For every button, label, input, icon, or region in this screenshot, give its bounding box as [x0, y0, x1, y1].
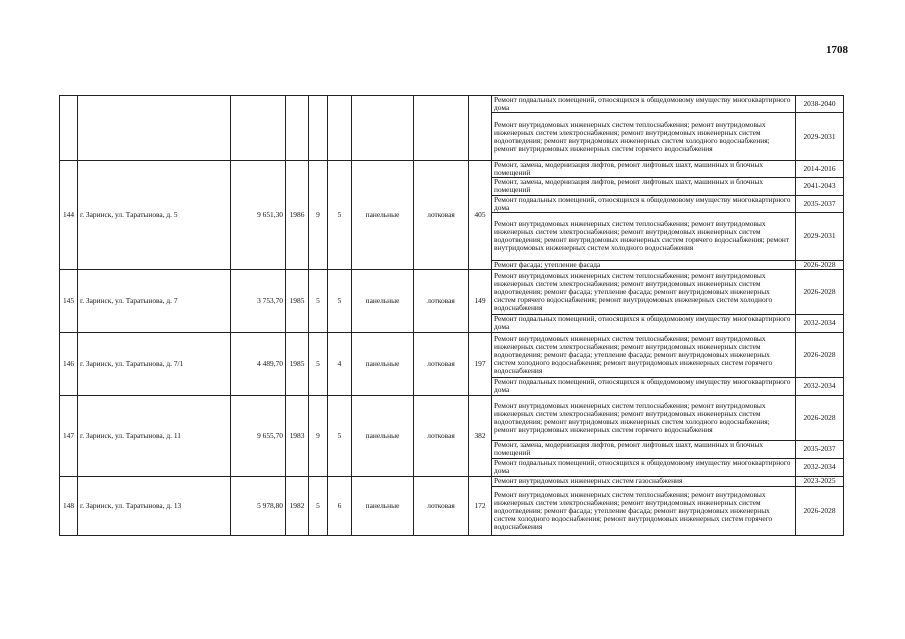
- house-number-cell: 147: [60, 395, 78, 476]
- work-description-cell: Ремонт подвальных помещений, относящихся к общедомовому имуществу многоквартирного дома: [492, 96, 796, 113]
- area-cell: 3 753,70: [231, 269, 286, 332]
- floors-cell: 5: [309, 332, 328, 395]
- work-description-cell: Ремонт внутридомовых инженерных систем теплоснабжения; ремонт внутридомовых инженерных систем электроснабжения; ремонт внутридомовых инженерных систем водоотведения; ремонт фасада; утепление фасада; ремонт внутридомовых инженерных систем горячего водоснабжения; ремонт внутридомовых инженерных систем холодного водоснабжения: [492, 269, 796, 314]
- work-period-cell: 2035-2037: [796, 195, 844, 212]
- roof-cell: лотковая: [414, 269, 469, 332]
- work-period-cell: 2029-2031: [796, 212, 844, 260]
- walls-cell: панельные: [352, 476, 414, 535]
- area-cell: [231, 96, 286, 161]
- residents-cell: 149: [469, 269, 492, 332]
- address-cell: г. Заринск, ул. Таратынова, д. 5: [78, 161, 231, 270]
- year-cell: [286, 96, 309, 161]
- table-row: [60, 332, 844, 377]
- year-cell: 1985: [286, 269, 309, 332]
- work-period-cell: 2032-2034: [796, 314, 844, 332]
- year-cell: 1985: [286, 332, 309, 395]
- floors-cell: [309, 96, 328, 161]
- work-period-cell: 2026-2028: [796, 269, 844, 314]
- area-cell: 4 489,70: [231, 332, 286, 395]
- work-description-cell: Ремонт фасада; утепление фасада: [492, 260, 796, 269]
- walls-cell: панельные: [352, 332, 414, 395]
- work-period-cell: 2032-2034: [796, 458, 844, 476]
- work-period-cell: 2029-2031: [796, 113, 844, 161]
- year-cell: 1982: [286, 476, 309, 535]
- address-cell: г. Заринск, ул. Таратынова, д. 11: [78, 395, 231, 476]
- work-period-cell: 2026-2028: [796, 332, 844, 377]
- work-period-cell: 2035-2037: [796, 440, 844, 458]
- work-period-cell: 2032-2034: [796, 377, 844, 395]
- residents-cell: 172: [469, 476, 492, 535]
- walls-cell: панельные: [352, 161, 414, 270]
- entrances-cell: [328, 96, 352, 161]
- floors-cell: 9: [309, 395, 328, 476]
- floors-cell: 5: [309, 476, 328, 535]
- work-period-cell: 2026-2028: [796, 260, 844, 269]
- work-period-cell: 2038-2040: [796, 96, 844, 113]
- work-description-cell: Ремонт внутридомовых инженерных систем теплоснабжения; ремонт внутридомовых инженерных систем электроснабжения; ремонт внутридомовых инженерных систем водоотведения; ремонт внутридомовых инженерных систем холодного водоснабжения; ремонт внутридомовых инженерных систем горячего водоснабжения: [492, 113, 796, 161]
- address-cell: г. Заринск, ул. Таратынова, д. 13: [78, 476, 231, 535]
- work-description-cell: Ремонт, замена, модернизация лифтов, ремонт лифтовых шахт, машинных и блочных помещений: [492, 440, 796, 458]
- area-cell: 9 655,70: [231, 395, 286, 476]
- roof-cell: [414, 96, 469, 161]
- work-period-cell: 2026-2028: [796, 395, 844, 440]
- area-cell: 5 978,80: [231, 476, 286, 535]
- work-description-cell: Ремонт внутридомовых инженерных систем теплоснабжения; ремонт внутридомовых инженерных систем электроснабжения; ремонт внутридомовых инженерных систем водоотведения; ремонт внутридомовых инженерных систем холодного водоснабжения; ремонт внутридомовых инженерных систем горячего водоснабжения: [492, 395, 796, 440]
- address-cell: г. Заринск, ул. Таратынова, д. 7/1: [78, 332, 231, 395]
- work-description-cell: Ремонт внутридомовых инженерных систем теплоснабжения; ремонт внутридомовых инженерных систем электроснабжения; ремонт внутридомовых инженерных систем водоотведения; ремонт фасада; утепление фасада; ремонт внутридомовых инженерных систем холодного водоснабжения; ремонт внутридомовых инженерных систем горячего водоснабжения: [492, 332, 796, 377]
- house-number-cell: 144: [60, 161, 78, 270]
- residents-cell: 197: [469, 332, 492, 395]
- work-description-cell: Ремонт внутридомовых инженерных систем теплоснабжения; ремонт внутридомовых инженерных систем электроснабжения; ремонт внутридомовых инженерных систем водоотведения; ремонт внутридомовых инженерных систем горячего водоснабжения; ремонт внутридомовых инженерных систем холодного водоснабжения: [492, 212, 796, 260]
- work-description-cell: Ремонт подвальных помещений, относящихся к общедомовому имуществу многоквартирного дома: [492, 458, 796, 476]
- residents-cell: 405: [469, 161, 492, 270]
- address-cell: г. Заринск, ул. Таратынова, д. 7: [78, 269, 231, 332]
- roof-cell: лотковая: [414, 395, 469, 476]
- area-cell: 9 651,30: [231, 161, 286, 270]
- house-number-cell: [60, 96, 78, 161]
- walls-cell: панельные: [352, 269, 414, 332]
- house-number-cell: 148: [60, 476, 78, 535]
- work-period-cell: 2026-2028: [796, 486, 844, 535]
- table-row: [60, 476, 844, 486]
- work-description-cell: Ремонт подвальных помещений, относящихся к общедомовому имуществу многоквартирного дома: [492, 314, 796, 332]
- capital-repair-table: [59, 95, 844, 536]
- work-description-cell: Ремонт подвальных помещений, относящихся к общедомовому имуществу многоквартирного дома: [492, 195, 796, 212]
- address-cell: [78, 96, 231, 161]
- walls-cell: [352, 96, 414, 161]
- house-number-cell: 146: [60, 332, 78, 395]
- work-description-cell: Ремонт, замена, модернизация лифтов, ремонт лифтовых шахт, машинных и блочных помещений: [492, 161, 796, 178]
- work-description-cell: Ремонт внутридомовых инженерных систем газоснабжения: [492, 476, 796, 486]
- floors-cell: 5: [309, 269, 328, 332]
- table-body: [60, 96, 844, 536]
- work-description-cell: Ремонт внутридомовых инженерных систем теплоснабжения; ремонт внутридомовых инженерных систем электроснабжения; ремонт внутридомовых инженерных систем водоотведения; ремонт фасада; утепление фасада; ремонт внутридомовых инженерных систем холодного водоснабжения; ремонт внутридомовых инженерных систем горячего водоснабжения: [492, 486, 796, 535]
- work-period-cell: 2014-2016: [796, 161, 844, 178]
- roof-cell: лотковая: [414, 476, 469, 535]
- year-cell: 1986: [286, 161, 309, 270]
- residents-cell: [469, 96, 492, 161]
- entrances-cell: 5: [328, 395, 352, 476]
- entrances-cell: 5: [328, 161, 352, 270]
- entrances-cell: 6: [328, 476, 352, 535]
- table-row: [60, 161, 844, 178]
- year-cell: 1983: [286, 395, 309, 476]
- entrances-cell: 5: [328, 269, 352, 332]
- work-description-cell: Ремонт, замена, модернизация лифтов, ремонт лифтовых шахт, машинных и блочных помещений: [492, 178, 796, 195]
- floors-cell: 9: [309, 161, 328, 270]
- table-row: [60, 269, 844, 314]
- house-number-cell: 145: [60, 269, 78, 332]
- entrances-cell: 4: [328, 332, 352, 395]
- walls-cell: панельные: [352, 395, 414, 476]
- work-description-cell: Ремонт подвальных помещений, относящихся к общедомовому имуществу многоквартирного дома: [492, 377, 796, 395]
- residents-cell: 382: [469, 395, 492, 476]
- table-row: [60, 395, 844, 440]
- page-number: 1708: [826, 44, 848, 56]
- roof-cell: лотковая: [414, 161, 469, 270]
- work-period-cell: 2023-2025: [796, 476, 844, 486]
- roof-cell: лотковая: [414, 332, 469, 395]
- work-period-cell: 2041-2043: [796, 178, 844, 195]
- table-row: [60, 96, 844, 113]
